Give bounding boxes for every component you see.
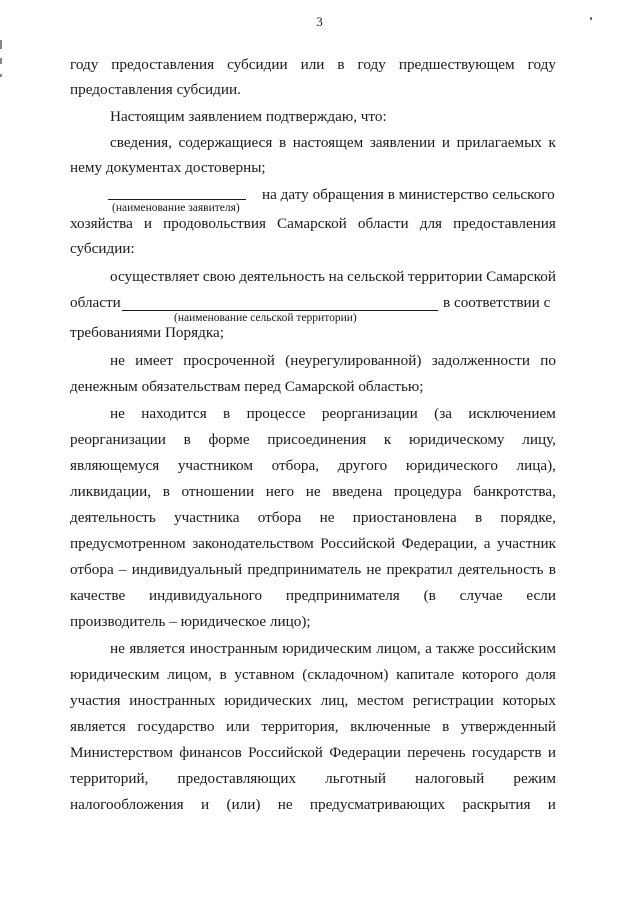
text-line: осуществляет свою деятельность на сельской территории Самарской	[110, 268, 556, 285]
text-line: денежным обязательствам перед Самарской областью;	[70, 378, 424, 395]
text-line: Настоящим заявлением подтверждаю, что:	[110, 108, 387, 125]
text-line: являющемуся участником отбора, другого юридического лица),	[70, 457, 556, 474]
text-line: ликвидации, в отношении него не введена процедура банкротства,	[70, 483, 556, 500]
applicant-name-blank[interactable]	[108, 199, 246, 200]
text-line: деятельность участника отбора не приостановлена в порядке,	[70, 509, 556, 526]
text-line: участия иностранных юридических лиц, местом регистрации которых	[70, 692, 556, 709]
text-line: сведения, содержащиеся в настоящем заявлении и прилагаемых к	[110, 134, 556, 151]
text-line: субсидии:	[70, 240, 135, 257]
text-line: на дату обращения в министерство сельского	[262, 186, 555, 203]
text-line: хозяйства и продовольствия Самарской области для предоставления	[70, 215, 556, 232]
text-line: году предоставления субсидии или в году предшествующем году	[70, 56, 556, 73]
text-line: требованиями Порядка;	[70, 324, 224, 341]
scan-edge-mark	[0, 58, 2, 64]
text-line: нему документах достоверны;	[70, 159, 266, 176]
text-line: предусмотренном законодательством Российской Федерации, а участник	[70, 535, 556, 552]
text-line: области	[70, 294, 121, 311]
text-line: в соответствии с	[443, 294, 551, 311]
text-line: не находится в процессе реорганизации (за исключением	[110, 405, 556, 422]
text-line: территорий, предоставляющих льготный налоговый режим	[70, 770, 556, 787]
applicant-name-caption: (наименование заявителя)	[112, 202, 240, 214]
scan-edge-mark	[0, 40, 2, 49]
text-line: юридическим лицом, в уставном (складочном) капитале которого доля	[70, 666, 556, 683]
text-line: предоставления субсидии.	[70, 81, 241, 98]
text-line: реорганизации в форме присоединения к юридическому лицу,	[70, 431, 556, 448]
territory-name-caption: (наименование сельской территории)	[174, 312, 357, 324]
text-line: производитель – юридическое лицо);	[70, 613, 311, 630]
text-line: не является иностранным юридическим лицом, а также российским	[110, 640, 556, 657]
text-line: качестве индивидуального предпринимателя (в случае если	[70, 587, 556, 604]
text-line: является государство или территория, включенные в утвержденный	[70, 718, 556, 735]
text-line: отбора – индивидуальный предприниматель не прекратил деятельность в	[70, 561, 556, 578]
text-line: налогообложения и (или) не предусматривающих раскрытия и	[70, 796, 556, 813]
text-line: не имеет просроченной (неурегулированной) задолженности по	[110, 352, 556, 369]
page-number: 3	[316, 14, 323, 29]
scan-speck	[590, 17, 592, 20]
text-line: Министерством финансов Российской Федерации перечень государств и	[70, 744, 556, 761]
scan-edge-mark	[0, 74, 2, 77]
